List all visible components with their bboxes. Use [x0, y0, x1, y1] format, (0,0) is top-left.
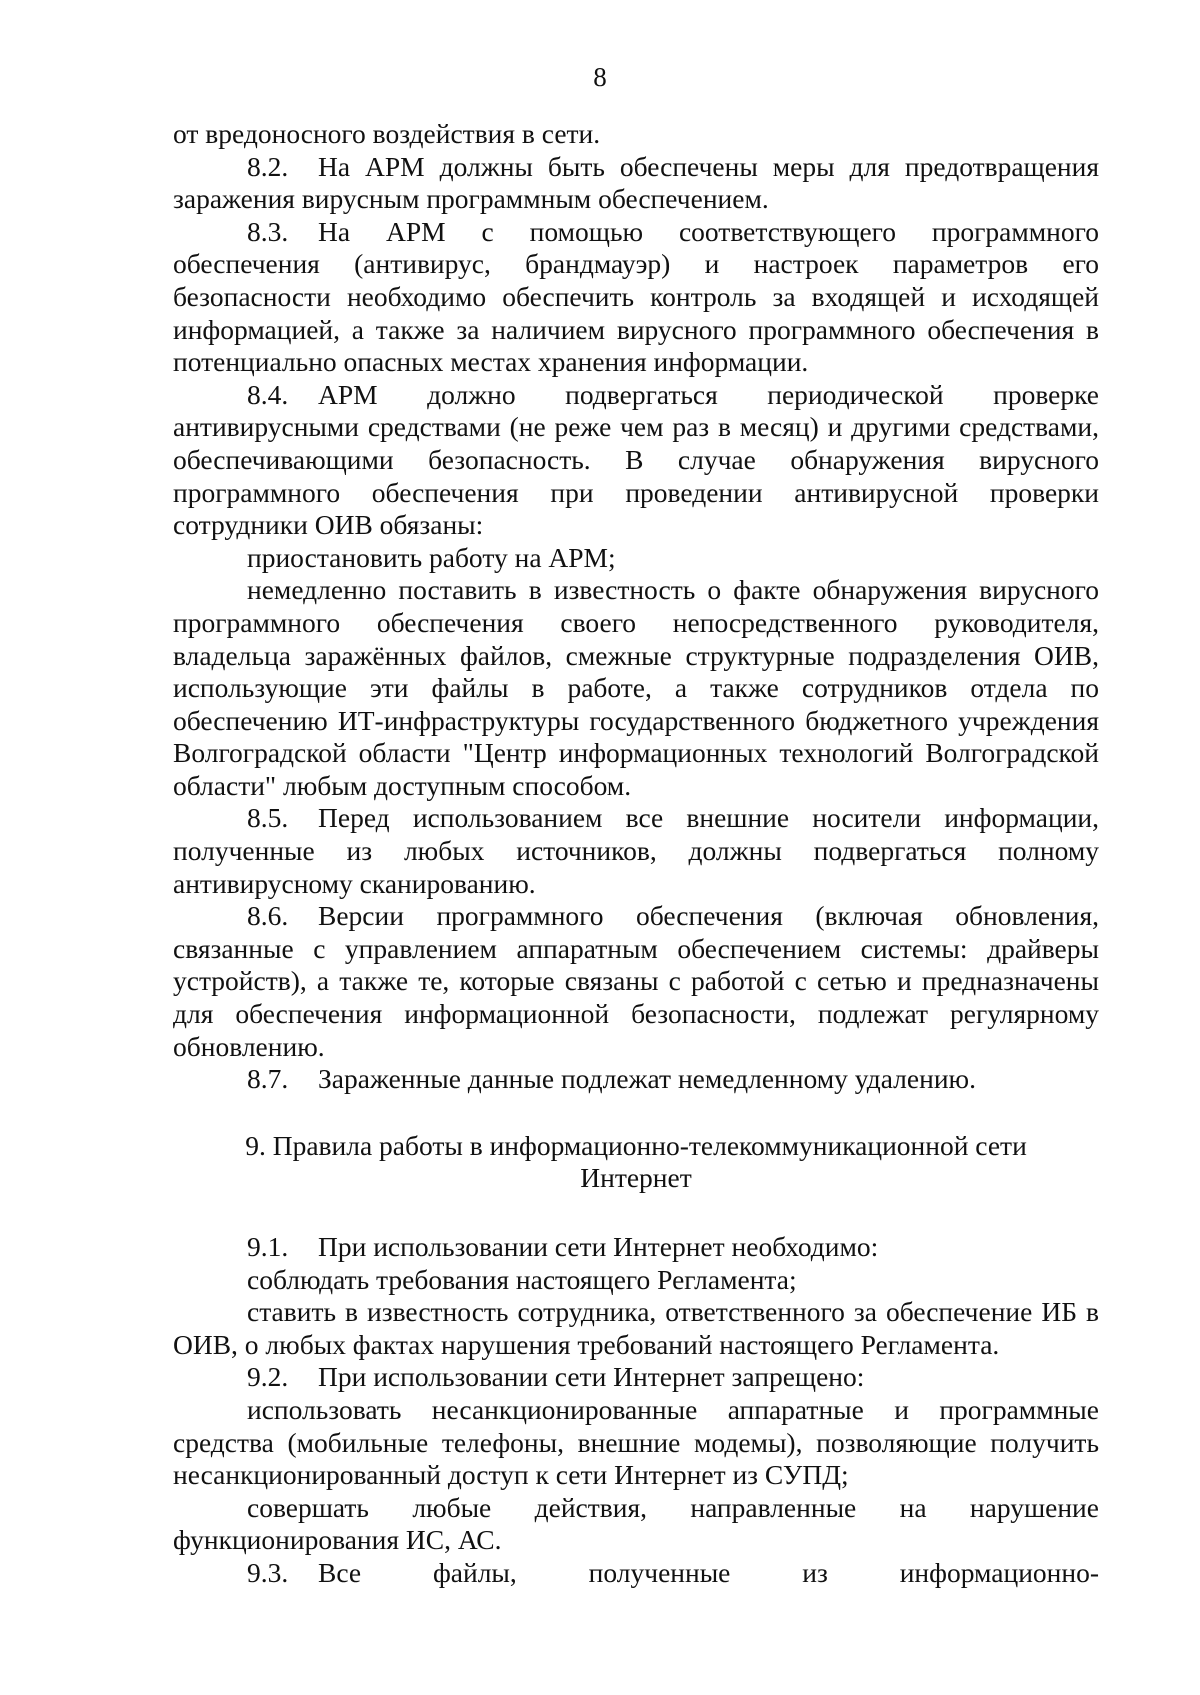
- list-item-report: [173, 1296, 1099, 1361]
- paragraph-text: Версии программного обеспечения (включая обновления, связанные с управлением аппаратным обеспечением системы: драйверы устройств), а также те, которые связаны с работой с сетью и предназначены для обеспечения информационной безопасности, подлежат регулярному обновлению.: [173, 900, 1099, 1062]
- list-item-suspend-work: [173, 542, 1099, 575]
- paragraph-text: При использовании сети Интернет запрещено:: [318, 1361, 865, 1393]
- clause-number: 9.3.: [247, 1556, 289, 1588]
- clause-number: 8.6.: [247, 900, 289, 932]
- paragraph-8-5: [173, 802, 1099, 900]
- paragraph-9-1: [173, 1231, 1099, 1264]
- paragraph-8-3: [173, 216, 1099, 379]
- clause-number: 8.7.: [247, 1063, 289, 1095]
- paragraph-text: совершать любые действия, направленные на нарушение функционирования ИС, АС.: [173, 1491, 1099, 1556]
- paragraph-text: немедленно поставить в известность о факте обнаружения вирусного программного обеспечения своего непосредственного руководителя, владельца заражённых файлов, смежные структурные подразделения ОИВ, использующие эти файлы в работе, а также сотрудников отдела по обеспечению ИТ-инфраструктуры государственного бюджетного учреждения Волгоградской области "Центр информационных технологий Волгоградской области" любым доступным способом.: [173, 574, 1099, 801]
- paragraph-text: использовать несанкционированные аппаратные и программные средства (мобильные телефоны, внешние модемы), позволяющие получить несанкционированный доступ к сети Интернет из СУПД;: [173, 1393, 1099, 1491]
- paragraph-9-2: [173, 1361, 1099, 1394]
- list-item-unauthorized-devices: [173, 1394, 1099, 1492]
- paragraph-text: Перед использованием все внешние носители информации, полученные из любых источников, должны подвергаться полному антивирусному сканированию.: [173, 802, 1099, 899]
- document-body: [173, 118, 1099, 1590]
- paragraph-8-6: [173, 900, 1099, 1063]
- paragraph-text: АРМ должно подвергаться периодической проверке антивирусными средствами (не реже чем раз в месяц) и другими средствами, обеспечивающими безопасность. В случае обнаружения вирусного программного обеспечения при проведении антивирусной проверки сотрудники ОИВ обязаны:: [173, 378, 1099, 541]
- section-heading: [173, 1130, 1099, 1195]
- list-item-notify: [173, 574, 1099, 802]
- paragraph-text: При использовании сети Интернет необходимо:: [318, 1231, 879, 1262]
- section-heading-line-2: Интернет: [580, 1162, 692, 1194]
- clause-number: 8.3.: [247, 215, 289, 247]
- paragraph-8-4: [173, 379, 1099, 542]
- paragraph-text: Все файлы, полученные из информационно-: [318, 1556, 1099, 1588]
- paragraph-8-7: [173, 1063, 1099, 1096]
- paragraph-text: от вредоносного воздействия в сети.: [173, 118, 601, 149]
- paragraph-text: На АРМ должны быть обеспечены меры для предотвращения заражения вирусным программным обеспечением.: [173, 150, 1099, 215]
- paragraph-continuation: [173, 118, 1099, 151]
- clause-number: 8.4.: [247, 378, 289, 410]
- clause-number: 8.5.: [247, 802, 289, 834]
- paragraph-text: ставить в известность сотрудника, ответственного за обеспечение ИБ в ОИВ, о любых фактах нарушения требований настоящего Регламента.: [173, 1296, 1099, 1360]
- paragraph-text: приостановить работу на АРМ;: [247, 541, 616, 573]
- paragraph-text: На АРМ с помощью соответствующего программного обеспечения (антивирус, брандмауэр) и настроек параметров его безопасности необходимо обеспечить контроль за входящей и исходящей информацией, а также за наличием вирусного программного обеспечения в потенциально опасных местах хранения информации.: [173, 215, 1099, 378]
- page-number: 8: [593, 62, 607, 92]
- paragraph-text: Зараженные данные подлежат немедленному удалению.: [318, 1063, 976, 1095]
- list-item-comply: [173, 1264, 1099, 1297]
- list-item-disruption: [173, 1492, 1099, 1557]
- clause-number: 9.2.: [247, 1361, 289, 1393]
- paragraph-8-2: [173, 151, 1099, 216]
- paragraph-text: соблюдать требования настоящего Регламента;: [247, 1263, 797, 1295]
- clause-number: 8.2.: [247, 150, 289, 182]
- paragraph-9-3: [173, 1557, 1099, 1590]
- section-heading-line-1: 9. Правила работы в информационно-телекоммуникационной сети: [245, 1129, 1027, 1161]
- clause-number: 9.1.: [247, 1231, 289, 1262]
